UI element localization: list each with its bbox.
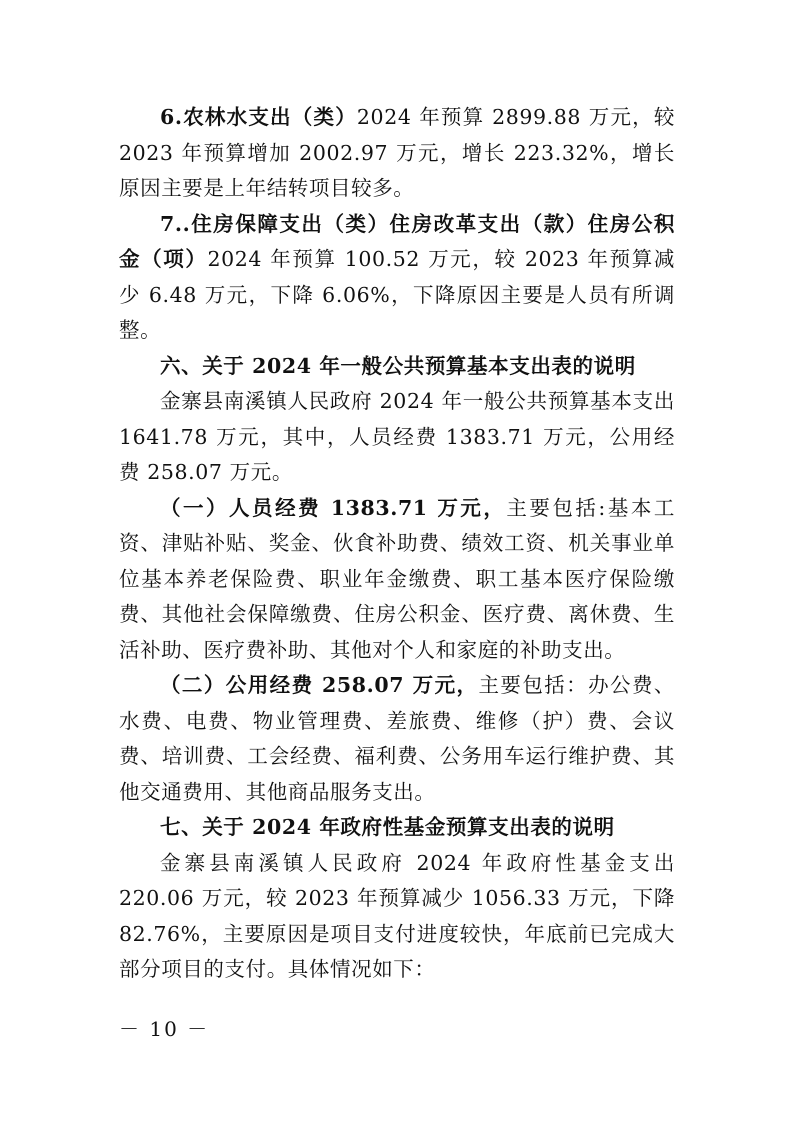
paragraph-text: 金寨县南溪镇人民政府 2024 年一般公共预算基本支出 1641.78 万元，其中，人员经费 1383.71 万元，公用经费 258.07 万元。 — [119, 389, 675, 484]
paragraph-text: 2024 年预算 2899.88 万元，较 2023 年预算增加 2002.97 万元，增长 223.32%，增长原因主要是上年结转项目较多。 — [119, 105, 675, 200]
document-body — [119, 100, 675, 988]
paragraph-public-funds — [119, 668, 675, 810]
paragraph-basic-expenditure — [119, 384, 675, 491]
section-heading-six — [119, 349, 675, 385]
paragraph-government-fund — [119, 846, 675, 988]
paragraph-lead: （二）公用经费 258.07 万元， — [160, 673, 479, 697]
paragraph-text: 主要包括:基本工资、津贴补贴、奖金、伙食补助费、绩效工资、机关事业单位基本养老保险费、职业年金缴费、职工基本医疗保险缴费、其他社会保障缴费、住房公积金、医疗费、离休费、生活补助、医疗费补助、其他对个人和家庭的补助支出。 — [119, 495, 675, 662]
paragraph-lead: （一）人员经费 1383.71 万元， — [160, 495, 507, 520]
paragraph-text: 主要包括：办公费、水费、电费、物业管理费、差旅费、维修（护）费、会议费、培训费、工会经费、福利费、公务用车运行维护费、其他交通费用、其他商品服务支出。 — [119, 673, 675, 804]
heading-text: 六、关于 2024 年一般公共预算基本支出表的说明 — [160, 353, 636, 378]
paragraph-agriculture — [119, 100, 675, 207]
section-heading-seven — [119, 810, 675, 846]
paragraph-lead: 6.农林水支出（类） — [160, 105, 357, 129]
paragraph-personnel — [119, 491, 675, 669]
paragraph-text: 金寨县南溪镇人民政府 2024 年政府性基金支出 220.06 万元，较 2023 年预算减少 1056.33 万元，下降 82.76%，主要原因是项目支付进度较快，年底前已完成大部分项目的支付。具体情况如下： — [119, 850, 675, 981]
paragraph-text: 2024 年预算 100.52 万元，较 2023 年预算减少 6.48 万元，下降 6.06%，下降原因主要是人员有所调整。 — [119, 247, 675, 342]
heading-text: 七、关于 2024 年政府性基金预算支出表的说明 — [160, 815, 615, 839]
paragraph-housing — [119, 207, 675, 349]
page-number: － 10 － — [119, 1017, 210, 1041]
paragraph-lead: 7..住房保障支出（类）住房改革支出（款）住房公积金（项） — [119, 211, 675, 271]
